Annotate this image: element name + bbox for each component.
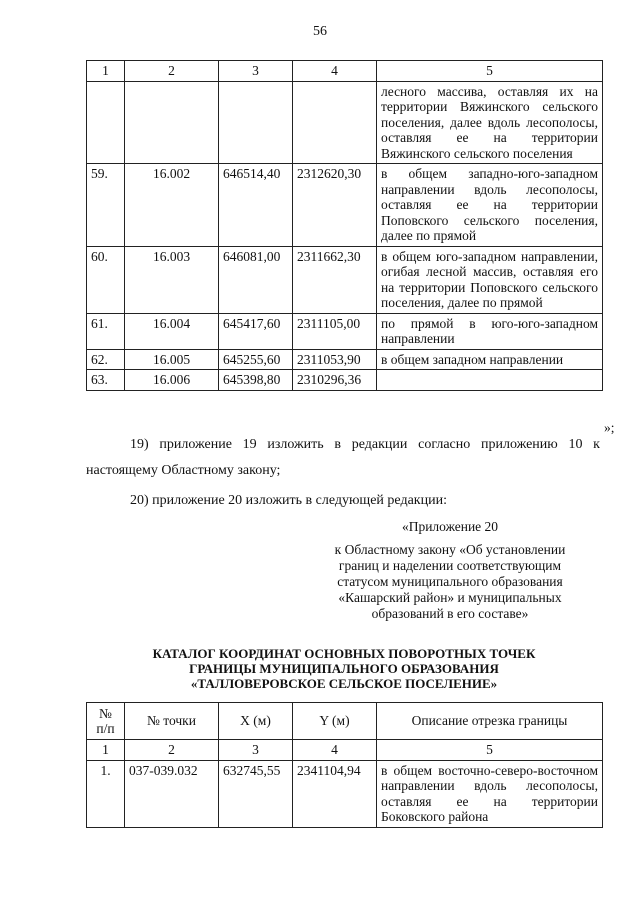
- cell-n: 59.: [87, 164, 125, 247]
- cell-x: 646081,00: [219, 246, 293, 313]
- cell-point: 16.004: [125, 313, 219, 349]
- cell-desc: в общем юго-западном направлении, огибая лесной массив, оставляя его на территории Поповского сельского поселения, далее по прямой: [377, 246, 603, 313]
- table-header-row: [87, 703, 603, 740]
- page-number: 56: [313, 24, 327, 39]
- catalog-title: [86, 646, 602, 691]
- col-number-4: 4: [293, 740, 377, 761]
- quote-close: »;: [604, 420, 615, 435]
- table-number-row: [87, 740, 603, 761]
- header-num-symbol: №: [99, 705, 112, 721]
- catalog-title-line: ГРАНИЦЫ МУНИЦИПАЛЬНОГО ОБРАЗОВАНИЯ: [189, 661, 499, 676]
- paragraph-20: 20) приложение 20 изложить в следующей редакции:: [130, 493, 447, 508]
- cell-n: 61.: [87, 313, 125, 349]
- col-number-3: 3: [219, 61, 293, 82]
- col-number-2: 2: [125, 61, 219, 82]
- col-number-3: 3: [219, 740, 293, 761]
- header-num-abbr: п/п: [96, 721, 115, 736]
- header-num: [87, 703, 125, 740]
- cell-y: 2341104,94: [293, 760, 377, 827]
- cell-y: 2311105,00: [293, 313, 377, 349]
- table-row: [87, 81, 603, 164]
- header-x: X (м): [219, 703, 293, 740]
- col-number-4: 4: [293, 61, 377, 82]
- cell-desc: лесного массива, оставляя их на территории Вяжинского сельского поселения, далее вдоль лесополосы, оставляя ее на территории Вяжинского сельского поселения: [377, 81, 603, 164]
- cell-point: 037-039.032: [125, 760, 219, 827]
- paragraph-19-continued: настоящему Областному закону;: [86, 463, 281, 478]
- paragraph-19: 19) приложение 19 изложить в редакции согласно приложению 10 к: [130, 437, 600, 452]
- cell-desc: в общем западном направлении: [377, 349, 603, 370]
- table-row: [87, 349, 603, 370]
- header-desc: Описание отрезка границы: [377, 703, 603, 740]
- cell-n: 62.: [87, 349, 125, 370]
- cell-desc: в общем западно-юго-западном направлении вдоль лесополосы, оставляя ее на территории Поповского сельского поселения, далее по прямой: [377, 164, 603, 247]
- cell-desc: [377, 370, 603, 391]
- col-number-5: 5: [377, 740, 603, 761]
- table-row: [87, 313, 603, 349]
- col-number-5: 5: [377, 61, 603, 82]
- coordinates-table: [86, 702, 603, 828]
- appendix-line: границ и наделении соответствующим: [338, 558, 562, 573]
- col-number-1: 1: [87, 61, 125, 82]
- cell-point: 16.006: [125, 370, 219, 391]
- appendix-title: «Приложение 20: [401, 519, 499, 534]
- cell-y: 2310296,36: [293, 370, 377, 391]
- table-number-row: [87, 61, 603, 82]
- cell-y: 2311662,30: [293, 246, 377, 313]
- header-y: Y (м): [293, 703, 377, 740]
- cell-point: [125, 81, 219, 164]
- appendix-line: «Кашарский район» и муниципальных: [338, 590, 562, 605]
- cell-n: 60.: [87, 246, 125, 313]
- catalog-title-line: «ТАЛЛОВЕРОВСКОЕ СЕЛЬСКОЕ ПОСЕЛЕНИЕ»: [190, 676, 498, 691]
- appendix-line: статусом муниципального образования: [337, 574, 563, 589]
- cell-point: 16.003: [125, 246, 219, 313]
- cell-point: 16.002: [125, 164, 219, 247]
- cell-x: [219, 81, 293, 164]
- cell-point: 16.005: [125, 349, 219, 370]
- col-number-2: 2: [125, 740, 219, 761]
- appendix-line: к Областному закону «Об установлении: [334, 542, 566, 557]
- cell-x: 632745,55: [219, 760, 293, 827]
- cell-x: 645398,80: [219, 370, 293, 391]
- cell-desc: по прямой в юго-юго-западном направлении: [377, 313, 603, 349]
- cell-y: [293, 81, 377, 164]
- table-row: [87, 164, 603, 247]
- cell-y: 2312620,30: [293, 164, 377, 247]
- coordinates-table-continued: [86, 60, 603, 391]
- table-row: [87, 370, 603, 391]
- col-number-1: 1: [87, 740, 125, 761]
- appendix-line: образований в его составе»: [371, 606, 529, 621]
- cell-x: 645255,60: [219, 349, 293, 370]
- cell-n: 63.: [87, 370, 125, 391]
- catalog-title-line: КАТАЛОГ КООРДИНАТ ОСНОВНЫХ ПОВОРОТНЫХ ТОЧЕК: [152, 646, 536, 661]
- cell-x: 646514,40: [219, 164, 293, 247]
- cell-y: 2311053,90: [293, 349, 377, 370]
- cell-desc: в общем восточно-северо-восточном направлении вдоль лесополосы, оставляя ее на территории Боковского района: [377, 760, 603, 827]
- table-row: [87, 246, 603, 313]
- cell-n: 1.: [87, 760, 125, 827]
- table-row: [87, 760, 603, 827]
- header-point: № точки: [125, 703, 219, 740]
- cell-x: 645417,60: [219, 313, 293, 349]
- cell-n: [87, 81, 125, 164]
